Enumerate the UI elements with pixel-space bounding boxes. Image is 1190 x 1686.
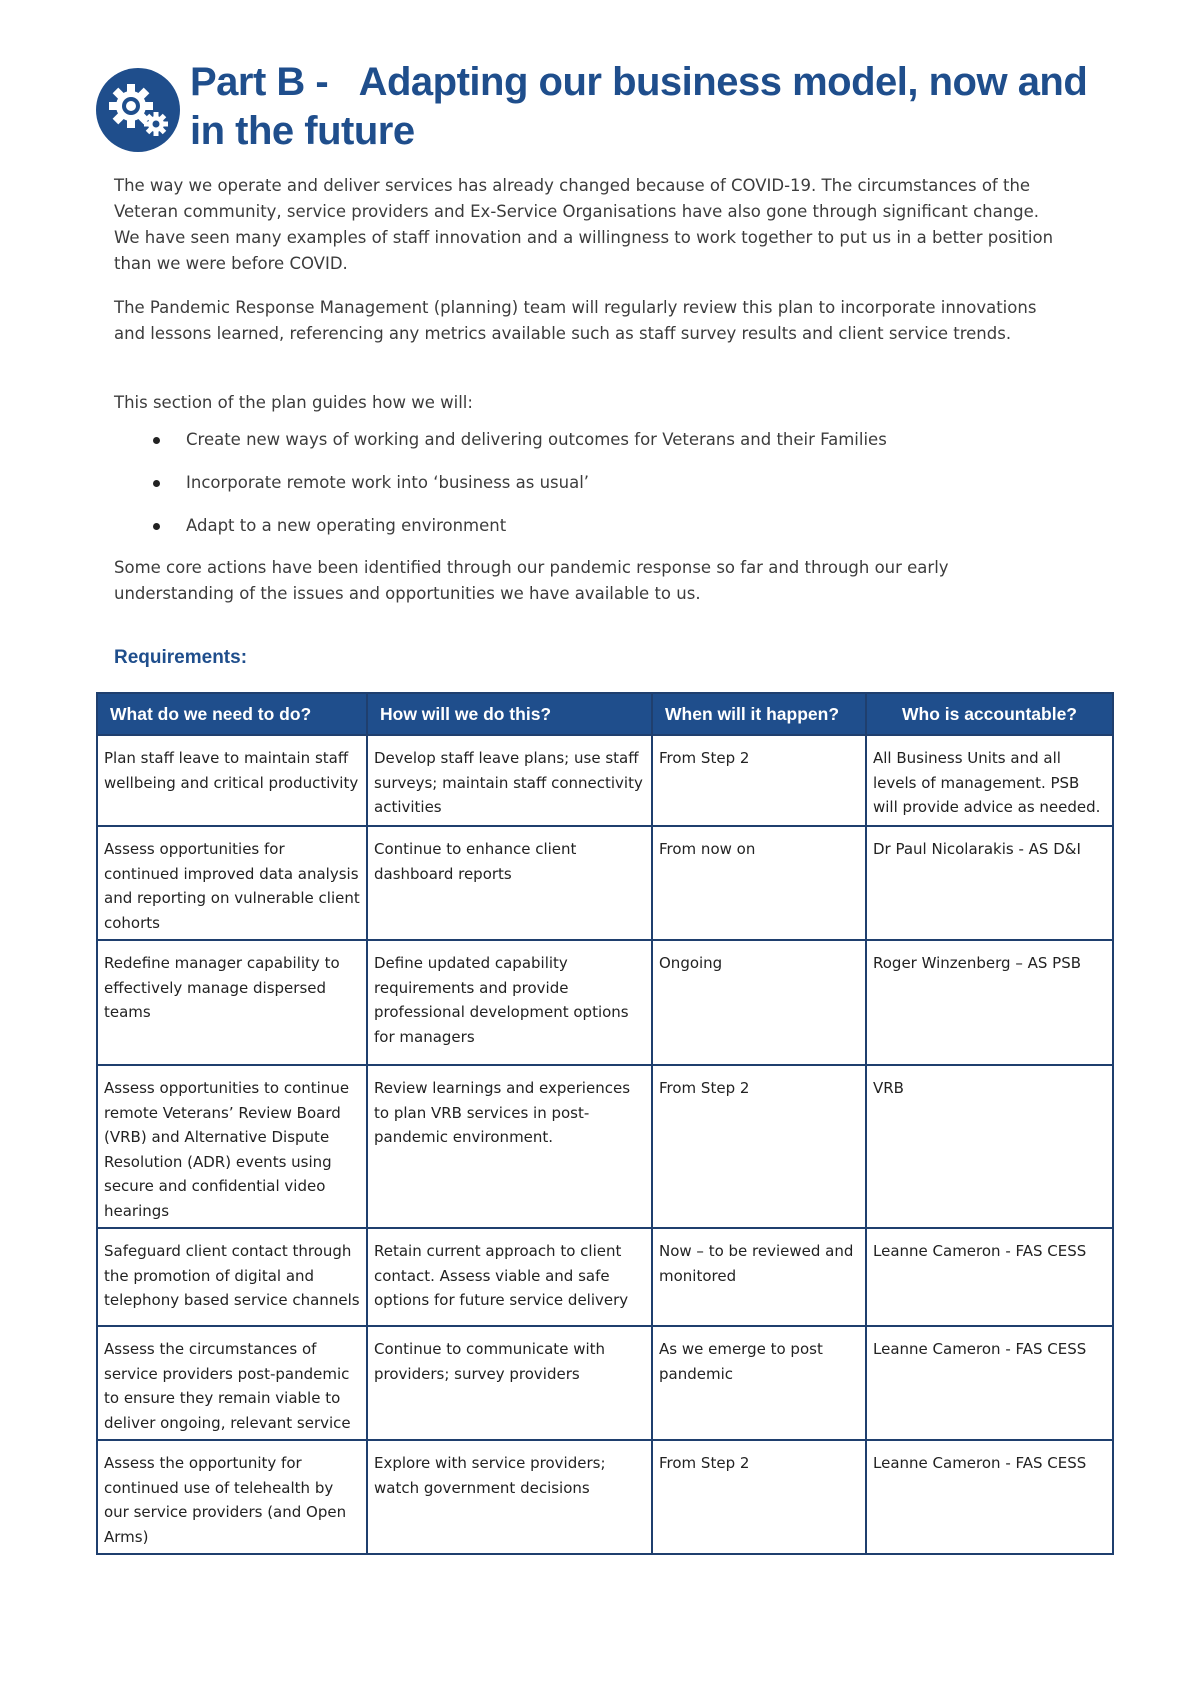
table-row: [97, 826, 1113, 940]
table-row: [97, 1065, 1113, 1228]
table-cell: Review learnings and experiences to plan VRB services in post-pandemic environment.: [367, 1065, 652, 1228]
table-row: [97, 1228, 1113, 1326]
table-cell: Define updated capability requirements and provide professional development options for managers: [367, 940, 652, 1065]
table-cell: Continue to enhance client dashboard reports: [367, 826, 652, 940]
table-cell: Develop staff leave plans; use staff surveys; maintain staff connectivity activities: [367, 735, 652, 826]
intro-paragraph-4: Some core actions have been identified through our pandemic response so far and through our early understanding of the issues and opportunities we have available to us.: [114, 558, 949, 603]
table-row: [97, 1326, 1113, 1440]
table-cell: Plan staff leave to maintain staff wellbeing and critical productivity: [97, 735, 367, 826]
table-cell: Ongoing: [652, 940, 866, 1065]
bullet-list: [114, 427, 1064, 556]
intro-paragraph-3: This section of the plan guides how we will:: [114, 393, 473, 412]
table-row: [97, 735, 1113, 826]
table-header-row: [97, 693, 1113, 735]
table-cell: As we emerge to post pandemic: [652, 1326, 866, 1440]
list-item: [114, 513, 1064, 556]
list-item-text: Incorporate remote work into ‘business as usual’: [186, 473, 590, 492]
column-header-what: What do we need to do?: [97, 693, 367, 735]
bullet-icon: [153, 437, 160, 444]
table-cell: Retain current approach to client contact. Assess viable and safe options for future service delivery: [367, 1228, 652, 1326]
column-header-when: When will it happen?: [652, 693, 866, 735]
table-cell: Leanne Cameron - FAS CESS: [866, 1228, 1113, 1326]
list-item: [114, 427, 1064, 470]
table-cell: Assess the circumstances of service providers post-pandemic to ensure they remain viable to deliver ongoing, relevant service: [97, 1326, 367, 1440]
table-cell: Dr Paul Nicolarakis - AS D&I: [866, 826, 1113, 940]
table-cell: Explore with service providers; watch government decisions: [367, 1440, 652, 1554]
table-cell: Leanne Cameron - FAS CESS: [866, 1440, 1113, 1554]
table-cell: Assess opportunities for continued improved data analysis and reporting on vulnerable client cohorts: [97, 826, 367, 940]
page-title: [190, 58, 1090, 156]
table-cell: From now on: [652, 826, 866, 940]
requirements-heading: Requirements:: [114, 647, 248, 668]
bullet-icon: [153, 523, 160, 530]
table-cell: Leanne Cameron - FAS CESS: [866, 1326, 1113, 1440]
table-cell: From Step 2: [652, 1065, 866, 1228]
table-cell: Safeguard client contact through the promotion of digital and telephony based service channels: [97, 1228, 367, 1326]
intro-paragraph-2: The Pandemic Response Management (planning) team will regularly review this plan to incorporate innovations and lessons learned, referencing any metrics available such as staff survey results and client service trends.: [114, 298, 1037, 343]
table-cell: VRB: [866, 1065, 1113, 1228]
table-cell: Assess opportunities to continue remote Veterans’ Review Board (VRB) and Alternative Dispute Resolution (ADR) events using secure and confidential video hearings: [97, 1065, 367, 1228]
column-header-how: How will we do this?: [367, 693, 652, 735]
table-row: [97, 940, 1113, 1065]
requirements-table: [96, 692, 1114, 1555]
list-item: [114, 470, 1064, 513]
list-item-text: Adapt to a new operating environment: [186, 516, 507, 535]
table-row: [97, 1440, 1113, 1554]
table-cell: Redefine manager capability to effectively manage dispersed teams: [97, 940, 367, 1065]
page-title-line-2: in the future: [190, 109, 415, 153]
table-cell: Assess the opportunity for continued use of telehealth by our service providers (and Open Arms): [97, 1440, 367, 1554]
column-header-who: Who is accountable?: [866, 693, 1113, 735]
intro-paragraph-1: The way we operate and deliver services has already changed because of COVID-19. The circumstances of the Veteran community, service providers and Ex-Service Organisations have also gone through significant change. We have seen many examples of staff innovation and a willingness to work together to put us in a better position than we were before COVID.: [114, 176, 1054, 273]
table-cell: From Step 2: [652, 735, 866, 826]
table-cell: From Step 2: [652, 1440, 866, 1554]
table-cell: Now – to be reviewed and monitored: [652, 1228, 866, 1326]
gears-icon: [96, 68, 180, 152]
list-item-text: Create new ways of working and delivering outcomes for Veterans and their Families: [186, 430, 887, 449]
table-cell: All Business Units and all levels of management. PSB will provide advice as needed.: [866, 735, 1113, 826]
table-cell: Continue to communicate with providers; survey providers: [367, 1326, 652, 1440]
table-cell: Roger Winzenberg – AS PSB: [866, 940, 1113, 1065]
page-title-line-1: Part B - Adapting our business model, now and: [190, 60, 1088, 104]
bullet-icon: [153, 480, 160, 487]
